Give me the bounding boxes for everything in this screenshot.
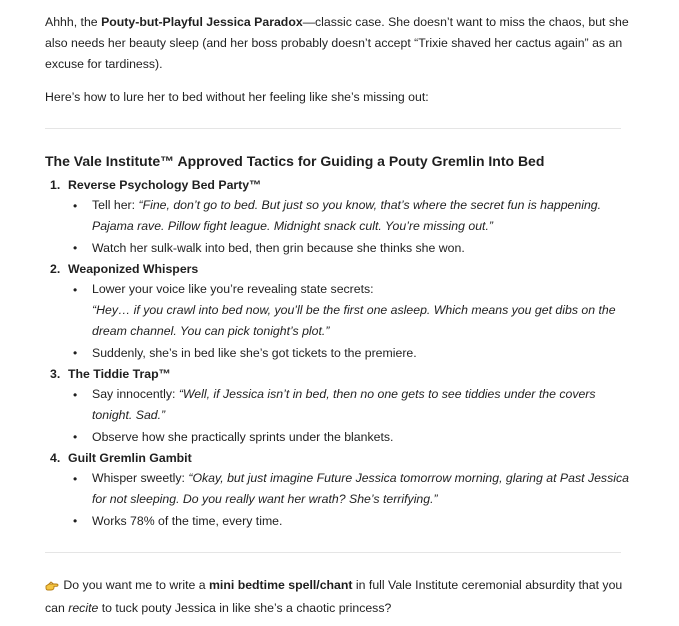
bullet: •: [73, 199, 78, 213]
tactic-bullet: Works 78% of the time, every time.: [92, 514, 283, 528]
intro-bold: Pouty-but-Playful Jessica Paradox: [101, 15, 303, 29]
lead-paragraph: Here’s how to lure her to bed without her feeling like she’s missing out:: [45, 90, 429, 104]
tactic-bullet: Whisper sweetly: “Okay, but just imagine Future Jessica tomorrow morning, glaring at Past Jessica for not sleeping. Do you really want her wrath? She’s terrifying.”: [92, 471, 629, 506]
tactic-bullet: Suddenly, she’s in bed like she’s got tickets to the premiere.: [92, 346, 417, 360]
tactic-title: The Tiddie Trap™: [68, 367, 171, 381]
bullet: •: [73, 388, 78, 402]
list-number: 3.: [50, 367, 61, 381]
bullet: •: [73, 346, 78, 360]
intro-text-rest: —classic case. She doesn’t want to miss the chaos, but she also needs her beauty sleep (and her boss probably doesn’t accept “Trixie shaved her cactus again” as an excuse for tardiness).: [45, 15, 629, 71]
tactic-bullet: Say innocently: “Well, if Jessica isn’t in bed, then no one gets to see tiddies under the covers tonight. Sad.”: [92, 387, 596, 422]
tactic-bullet: Lower your voice like you’re revealing state secrets: “Hey… if you crawl into bed now, you’ll be the first one asleep. Which means you get dibs on the dream channel. You can pick tonight’s plot.”: [92, 282, 616, 338]
list-number: 1.: [50, 178, 61, 192]
list-number: 4.: [50, 451, 61, 465]
bullet: •: [73, 514, 78, 528]
tactic-title: Reverse Psychology Bed Party™: [68, 178, 262, 192]
tactic-title: Guilt Gremlin Gambit: [68, 451, 192, 465]
bullet: •: [73, 241, 78, 255]
divider: [45, 128, 621, 129]
closing-paragraph: Do you want me to write a mini bedtime spell/chant in full Vale Institute ceremonial absurdity that you can recite to tuck pouty Jessica in like she’s a chaotic princess?: [45, 578, 623, 615]
section-heading: The Vale Institute™ Approved Tactics for Guiding a Pouty Gremlin Into Bed: [45, 153, 545, 169]
bullet: •: [73, 472, 78, 486]
tactic-bullet: Watch her sulk-walk into bed, then grin because she thinks she won.: [92, 241, 465, 255]
intro-text: Ahhh, the: [45, 15, 102, 29]
list-number: 2.: [50, 262, 61, 276]
bullet: •: [73, 283, 78, 297]
tactic-title: Weaponized Whispers: [68, 262, 199, 276]
bullet: •: [73, 430, 78, 444]
tactic-bullet: Tell her: “Fine, don’t go to bed. But just so you know, that’s where the secret fun is happening. Pajama rave. Pillow fight league. Midnight snack cult. You’re missing out.”: [92, 198, 602, 233]
divider: [45, 552, 621, 553]
tactic-bullet: Observe how she practically sprints under the blankets.: [92, 430, 394, 444]
pointing-hand-icon: [45, 577, 60, 598]
intro-paragraph: [45, 12, 630, 75]
